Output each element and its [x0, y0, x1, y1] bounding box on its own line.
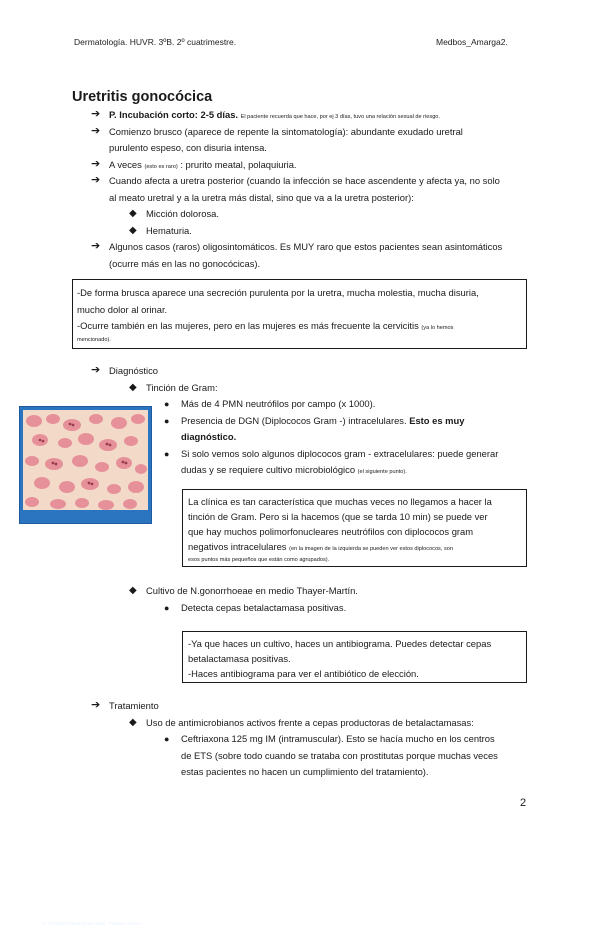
- diamond-bullet-icon: ◆: [129, 381, 137, 393]
- list-item: ➔ Algunos casos (raros) oligosintomáticos. Es MUY raro que estos pacientes sean asintomáticos (ocurre más en las no gonocócicas).: [91, 240, 503, 269]
- dot-bullet-icon: ●: [164, 448, 170, 459]
- arrow-icon: ➔: [91, 240, 101, 252]
- dot-bullet-icon: ●: [164, 415, 170, 426]
- diamond-bullet-icon: ◆: [129, 716, 137, 728]
- list-item: ● Más de 4 PMN neutrófilos por campo (x 1000).: [91, 396, 531, 413]
- list-item: ◆ Tinción de Gram:: [91, 380, 531, 397]
- note-box-clinical: -De forma brusca aparece una secreción purulenta por la uretra, mucha molestia, mucha disuria, mucho dolor al orinar. -Ocurre también en las mujeres, pero en las mujeres es más frecuente la cervicitis (ya lo hemos mencionado).: [72, 279, 527, 349]
- list-item: ➔ Cuando afecta a uretra posterior (cuando la infección se hace ascendente y afecta ya, no solo al meato uretral y a la uretra más distal, sino que va a la uretra posterior):: [91, 174, 500, 203]
- dot-bullet-icon: ●: [164, 602, 170, 613]
- diamond-bullet-icon: ◆: [129, 224, 137, 236]
- treatment-section: [91, 698, 531, 781]
- list-item: ● Si solo vemos solo algunos diplococos gram - extracelulares: puede generar dudas y se requiere cultivo microbiológico (el siguiente punto).: [164, 447, 499, 475]
- list-item: ● Detecta cepas betalactamasa positivas.: [91, 600, 531, 617]
- list-item: ◆ Uso de antimicrobianos activos frente a cepas productoras de betalactamasas:: [91, 715, 531, 732]
- note-box-culture: -Ya que haces un cultivo, haces un antibiograma. Puedes detectar cepas betalactamasa positivas. -Haces antibiograma para ver el antibiótico de elección.: [182, 631, 527, 683]
- note-box-gram: La clínica es tan característica que muchas veces no llegamos a hacer la tinción de Gram. Pero si la hacemos (que se tarda 10 min) se puede ver que hay muchos polimorfonucleares neutrófilos con diplococos gram negativos intracelulares (en la imagen de la izquierda se pueden ver estos diplococos, son esos puntos más pequeños que están como agrupados).: [182, 489, 527, 567]
- header-left: Dermatología. HUVR. 3ºB. 2º cuatrimestre.: [74, 37, 237, 47]
- page-number: 2: [520, 797, 527, 809]
- arrow-icon: ➔: [91, 699, 101, 711]
- list-item: ◆ Hematuria.: [91, 223, 541, 240]
- arrow-icon: ➔: [91, 364, 101, 376]
- symptoms-list: [91, 107, 541, 272]
- culture-section: [91, 583, 531, 616]
- list-item: ◆ Micción dolorosa.: [91, 206, 541, 223]
- diamond-bullet-icon: ◆: [129, 585, 137, 596]
- diamond-bullet-icon: ◆: [129, 208, 137, 219]
- list-item: ● Presencia de DGN (Diplococos Gram -) intracelulares. Esto es muy diagnóstico.: [164, 414, 465, 442]
- list-item: ➔ A veces (esto es raro) : prurito meatal, polaquiuria.: [91, 157, 297, 170]
- list-item: ● Ceftriaxona 125 mg IM (intramuscular). Esto se hacía mucho en los centros de ETS (sobre todo cuando se trataba con prostitutas porque muchas veces estas pacientes no hacen un cumplimiento del tratamiento).: [164, 733, 498, 777]
- list-item: ➔ Tratamiento: [91, 699, 159, 711]
- list-item: ➔ P. Incubación corto: 2-5 días. El paciente recuerda que hace, por ej 3 días, tuvo una relación sexual de riesgo.: [91, 108, 440, 120]
- section-title: Uretritis gonocócica: [72, 89, 213, 105]
- list-item: ◆ Cultivo de N.gonorrhoeae en medio Thayer-Martín.: [91, 583, 531, 600]
- arrow-icon: ➔: [91, 124, 101, 137]
- dot-bullet-icon: ●: [164, 399, 170, 409]
- list-item: ➔ Comienzo brusco (aparece de repente la sintomatología): abundante exudado uretral purulento espeso, con disuria intensa.: [91, 124, 463, 153]
- micrograph-image: [20, 407, 151, 515]
- list-item: ➔ Diagnóstico: [91, 364, 158, 376]
- dot-bullet-icon: ●: [164, 734, 170, 744]
- arrow-icon: ➔: [91, 174, 101, 186]
- arrow-icon: ➔: [91, 157, 101, 170]
- arrow-icon: ➔: [91, 108, 101, 120]
- micrograph-caption: N. GONORRHOEAE (Gram stain) · Pubmed · Cortes: [42, 921, 141, 926]
- diagnosis-section: [91, 363, 531, 479]
- header-right: Medbos_Amarga2.: [436, 37, 508, 47]
